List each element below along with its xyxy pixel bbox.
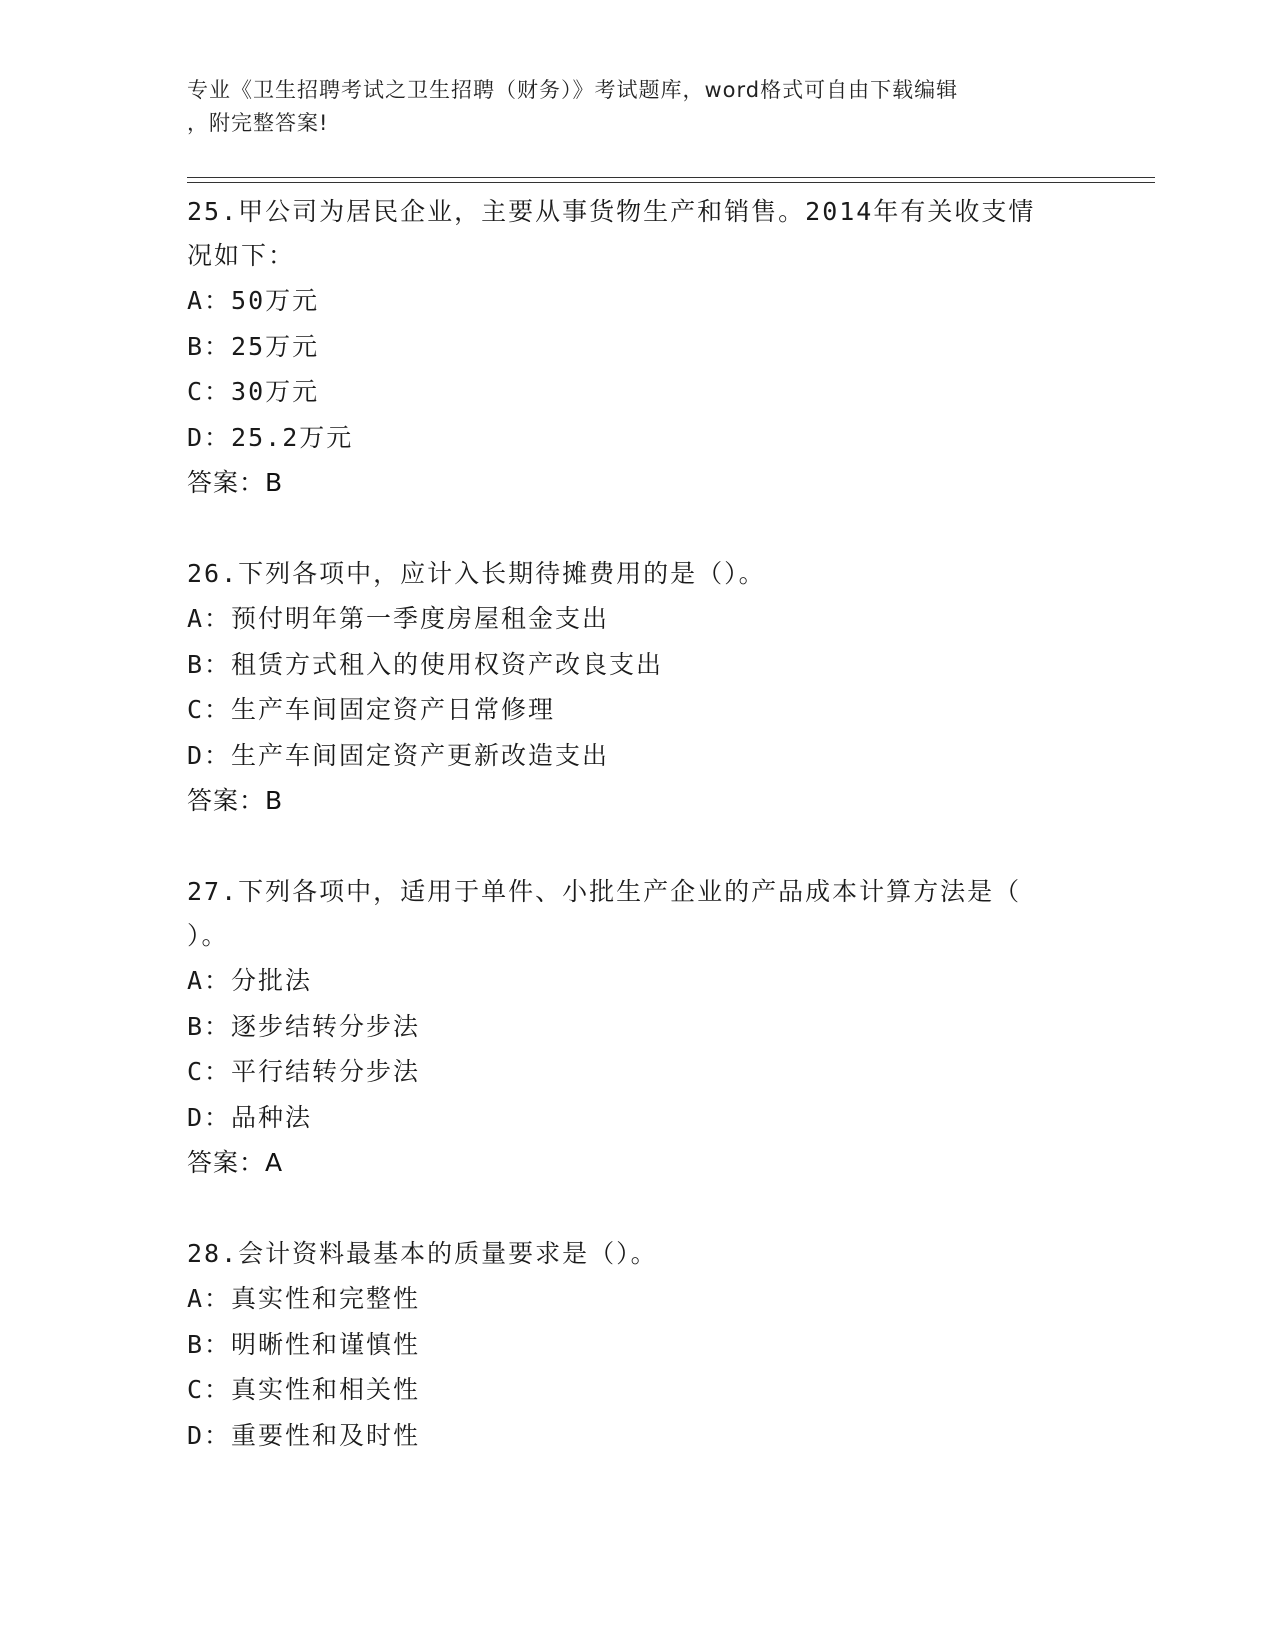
option-c: C：真实性和相关性 <box>187 1375 421 1404</box>
question-text-line: 28.会计资料最基本的质量要求是（）。 <box>187 1239 658 1268</box>
question-text <box>187 190 1087 278</box>
question-26 <box>187 552 1087 823</box>
option-c: C：平行结转分步法 <box>187 1057 421 1086</box>
option-a: A：50万元 <box>187 286 320 315</box>
answer: 答案：A <box>187 1148 284 1177</box>
option-c: C：生产车间固定资产日常修理 <box>187 695 556 724</box>
header-divider-bottom <box>187 182 1155 183</box>
header-line-2: ，附完整答案! <box>187 111 329 135</box>
answer: 答案：B <box>187 786 284 815</box>
option-d: D：重要性和及时性 <box>187 1420 421 1450</box>
option-c: C：30万元 <box>187 377 320 406</box>
question-text-line: 26.下列各项中，应计入长期待摊费用的是（）。 <box>187 559 766 588</box>
header-line-1: 专业《卫生招聘考试之卫生招聘（财务）》考试题库，word格式可自由下载编辑 <box>187 78 959 102</box>
question-list <box>187 190 1087 1505</box>
question-text <box>187 1232 1087 1276</box>
option-b: B：25万元 <box>187 331 320 361</box>
option-b: B：逐步结转分步法 <box>187 1011 421 1041</box>
question-text-line: 况如下： <box>187 241 296 270</box>
option-a: A：分批法 <box>187 966 313 995</box>
question-text-line: 27.下列各项中，适用于单件、小批生产企业的产品成本计算方法是（ <box>187 877 1022 906</box>
question-text <box>187 552 1087 596</box>
question-text <box>187 870 1087 958</box>
option-d: D：生产车间固定资产更新改造支出 <box>187 740 610 770</box>
question-text-line: ）。 <box>187 921 229 950</box>
document-header <box>187 74 1067 140</box>
option-d: D：25.2万元 <box>187 422 354 452</box>
option-d: D：品种法 <box>187 1102 313 1132</box>
option-b: B：租赁方式租入的使用权资产改良支出 <box>187 649 664 679</box>
question-text-line: 25.甲公司为居民企业，主要从事货物生产和销售。2014年有关收支情 <box>187 197 1036 226</box>
header-divider-top <box>187 177 1155 178</box>
question-27 <box>187 870 1087 1185</box>
question-25 <box>187 190 1087 505</box>
option-a: A：预付明年第一季度房屋租金支出 <box>187 604 610 633</box>
option-a: A：真实性和完整性 <box>187 1284 421 1313</box>
answer: 答案：B <box>187 468 284 497</box>
question-28 <box>187 1232 1087 1458</box>
option-b: B：明晰性和谨慎性 <box>187 1329 421 1359</box>
